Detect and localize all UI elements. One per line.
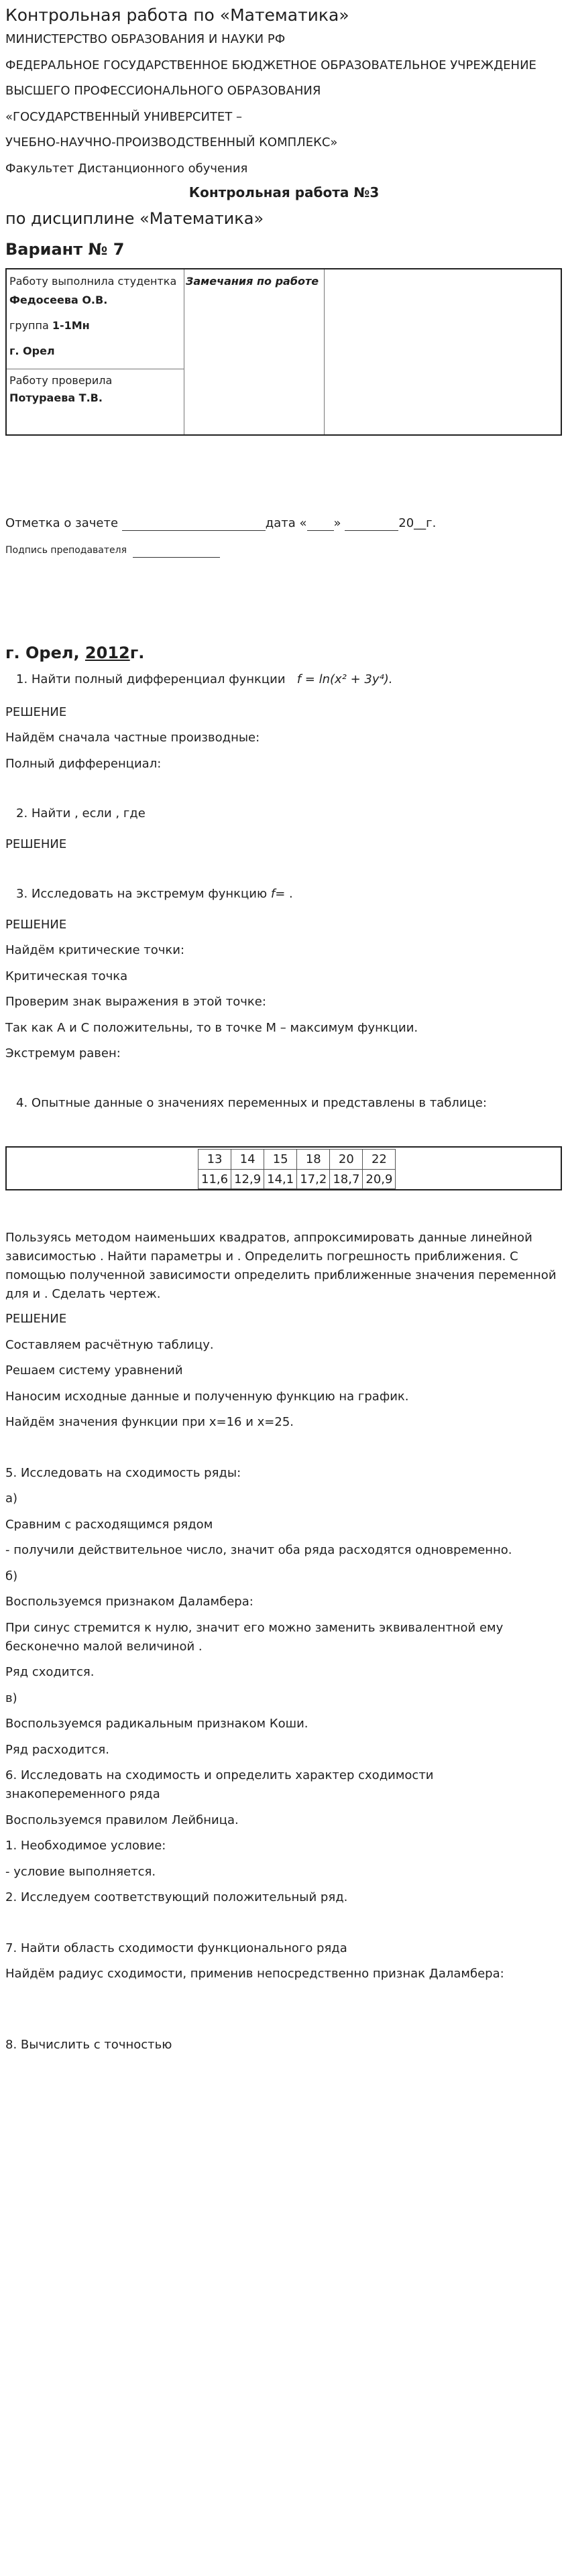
student-teacher-column xyxy=(7,269,184,434)
checked-by-label: Работу проверила xyxy=(9,374,113,387)
teacher-name: Потураева Т.В. xyxy=(9,391,103,404)
done-by-label: Работу выполнила студентка xyxy=(9,275,177,288)
institution-line-2: ВЫСШЕГО ПРОФЕССИОНАЛЬНОГО ОБРАЗОВАНИЯ xyxy=(5,84,321,98)
table-cell: 15 xyxy=(264,1150,297,1170)
task-8-text: 8. Вычислить с точностью xyxy=(5,2038,172,2052)
task-1-line-1: Найдём сначала частные производные: xyxy=(5,731,260,745)
table-row-x xyxy=(198,1150,396,1170)
table-cell: 14 xyxy=(231,1150,264,1170)
student-name: Федосеева О.В. xyxy=(9,294,108,306)
task-2-text: 2. Найти , если , где xyxy=(16,806,146,820)
task-5-part-v: в) xyxy=(5,1691,17,1705)
task-7-text: 7. Найти область сходимости функционального ряда xyxy=(5,1941,347,1955)
remarks-label: Замечания по работе xyxy=(186,275,319,288)
task-6-text-2: знакопеременного ряда xyxy=(5,1787,160,1801)
task-1-solution-label: РЕШЕНИЕ xyxy=(5,705,67,719)
table-cell: 13 xyxy=(198,1150,231,1170)
task-4-para-3: помощью полученной зависимости определить приближенные значения переменной xyxy=(5,1268,557,1282)
task-6-text-1: 6. Исследовать на сходимость и определить характер сходимости xyxy=(5,1768,434,1782)
task-3-solution-label: РЕШЕНИЕ xyxy=(5,918,67,932)
task-5-part-b: б) xyxy=(5,1569,18,1583)
task-1-formula: f = ln(x² + 3y⁴). xyxy=(296,672,393,686)
grading-line xyxy=(5,516,436,531)
task-4-line-4: Найдём значения функции при х=16 и х=25. xyxy=(5,1415,294,1429)
remarks-column xyxy=(184,269,325,434)
student-info-table xyxy=(5,268,562,436)
signature-blank xyxy=(133,557,220,558)
task-5-v-line-2: Ряд расходится. xyxy=(5,1743,109,1757)
task-6-line-1: Воспользуемся правилом Лейбница. xyxy=(5,1813,239,1827)
discipline-line: по дисциплине «Математика» xyxy=(5,209,264,228)
city-label: г. Орел, xyxy=(5,643,85,662)
task-4-para-4: для и . Сделать чертеж. xyxy=(5,1287,161,1301)
document-title: Контрольная работа по «Математика» xyxy=(5,5,349,25)
table-cell: 20 xyxy=(330,1150,363,1170)
month-blank xyxy=(345,530,398,531)
task-4-line-2: Решаем систему уравнений xyxy=(5,1363,183,1377)
faculty-line: Факультет Дистанционного обучения xyxy=(5,162,248,176)
signature-line xyxy=(5,543,220,558)
task-5-a-line-2: - получили действительное число, значит оба ряда расходятся одновременно. xyxy=(5,1543,512,1557)
task-5-a-line-1: Сравним с расходящимся рядом xyxy=(5,1518,213,1532)
task-6-line-2: 1. Необходимое условие: xyxy=(5,1839,166,1853)
task-4-data-table xyxy=(5,1146,562,1190)
task-3 xyxy=(16,887,293,902)
table-cell: 17,2 xyxy=(297,1170,330,1189)
task-4-solution-label: РЕШЕНИЕ xyxy=(5,1312,67,1326)
data-grid xyxy=(198,1149,396,1189)
day-blank xyxy=(307,530,334,531)
table-cell: 18,7 xyxy=(330,1170,363,1189)
institution-line-1: ФЕДЕРАЛЬНОЕ ГОСУДАРСТВЕННОЕ БЮДЖЕТНОЕ ОБРАЗОВАТЕЛЬНОЕ УЧРЕЖДЕНИЕ xyxy=(5,58,536,72)
student-city: г. Орел xyxy=(9,345,55,357)
task-5-b-line-1: Воспользуемся признаком Даламбера: xyxy=(5,1595,253,1609)
task-3-text: 3. Исследовать на экстремум функцию xyxy=(16,887,271,901)
mark-blank xyxy=(122,530,266,531)
institution-line-3: «ГОСУДАРСТВЕННЫЙ УНИВЕРСИТЕТ – xyxy=(5,110,243,124)
task-3-line-3: Проверим знак выражения в этой точке: xyxy=(5,995,266,1009)
task-3-line-4: Так как А и С положительны, то в точке М – максимум функции. xyxy=(5,1021,418,1035)
task-3-line-2: Критическая точка xyxy=(5,969,128,983)
task-6-line-3: - условие выполняется. xyxy=(5,1865,156,1879)
table-cell: 22 xyxy=(363,1150,396,1170)
signature-label: Подпись преподавателя xyxy=(5,545,127,556)
task-4-line-1: Составляем расчётную таблицу. xyxy=(5,1338,214,1352)
task-5-v-line-1: Воспользуемся радикальным признаком Коши. xyxy=(5,1717,308,1731)
task-4-para-2: зависимостью . Найти параметры и . Определить погрешность приближения. С xyxy=(5,1249,518,1264)
task-5-b-line-2: При синус стремится к нулю, значит его можно заменить эквивалентной ему xyxy=(5,1621,504,1635)
task-5-part-a: а) xyxy=(5,1491,18,1506)
mark-label: Отметка о зачете xyxy=(5,516,119,530)
date-year: 20__г. xyxy=(398,516,437,530)
task-5-b-line-3: бесконечно малой величиной . xyxy=(5,1640,203,1654)
task-3-line-1: Найдём критические точки: xyxy=(5,943,185,957)
table-cell: 14,1 xyxy=(264,1170,297,1189)
institution-line-4: УЧЕБНО-НАУЧНО-ПРОИЗВОДСТВЕННЫЙ КОМПЛЕКС» xyxy=(5,135,338,149)
task-5-b-line-4: Ряд сходится. xyxy=(5,1665,95,1679)
task-4-para-1: Пользуясь методом наименьших квадратов, аппроксимировать данные линейной xyxy=(5,1231,532,1245)
task-3-line-5: Экстремум равен: xyxy=(5,1046,121,1060)
task-2-solution-label: РЕШЕНИЕ xyxy=(5,837,67,851)
year-suffix: г. xyxy=(129,643,145,662)
task-7-line-1: Найдём радиус сходимости, применив непосредственно признак Даламбера: xyxy=(5,1967,504,1981)
task-3-func: f xyxy=(270,887,276,901)
year-value: 2012 xyxy=(84,643,130,662)
variant-line: Вариант № 7 xyxy=(5,240,125,259)
group-line xyxy=(9,319,90,332)
table-row-y xyxy=(198,1170,396,1189)
work-title: Контрольная работа №3 xyxy=(188,184,380,200)
task-1-text: 1. Найти полный дифференциал функции xyxy=(16,672,286,686)
task-5-text: 5. Исследовать на сходимость ряды: xyxy=(5,1466,241,1480)
date-mid: » xyxy=(333,516,341,530)
task-1 xyxy=(16,672,393,687)
table-cell: 20,9 xyxy=(363,1170,396,1189)
group-label: группа xyxy=(9,319,52,332)
table-cell: 18 xyxy=(297,1150,330,1170)
table-cell: 12,9 xyxy=(231,1170,264,1189)
task-4-text: 4. Опытные данные о значениях переменных и представлены в таблице: xyxy=(16,1096,487,1110)
date-label: дата « xyxy=(265,516,307,530)
city-year xyxy=(5,643,144,662)
task-4-line-3: Наносим исходные данные и полученную функцию на график. xyxy=(5,1390,409,1404)
ministry-line: МИНИСТЕРСТВО ОБРАЗОВАНИЯ И НАУКИ РФ xyxy=(5,32,286,46)
table-cell: 11,6 xyxy=(198,1170,231,1189)
task-3-text-end: = . xyxy=(275,887,293,901)
task-1-line-2: Полный дифференциал: xyxy=(5,757,162,771)
task-6-line-4: 2. Исследуем соответствующий положительный ряд. xyxy=(5,1890,348,1904)
group-value: 1-1Мн xyxy=(52,319,90,332)
